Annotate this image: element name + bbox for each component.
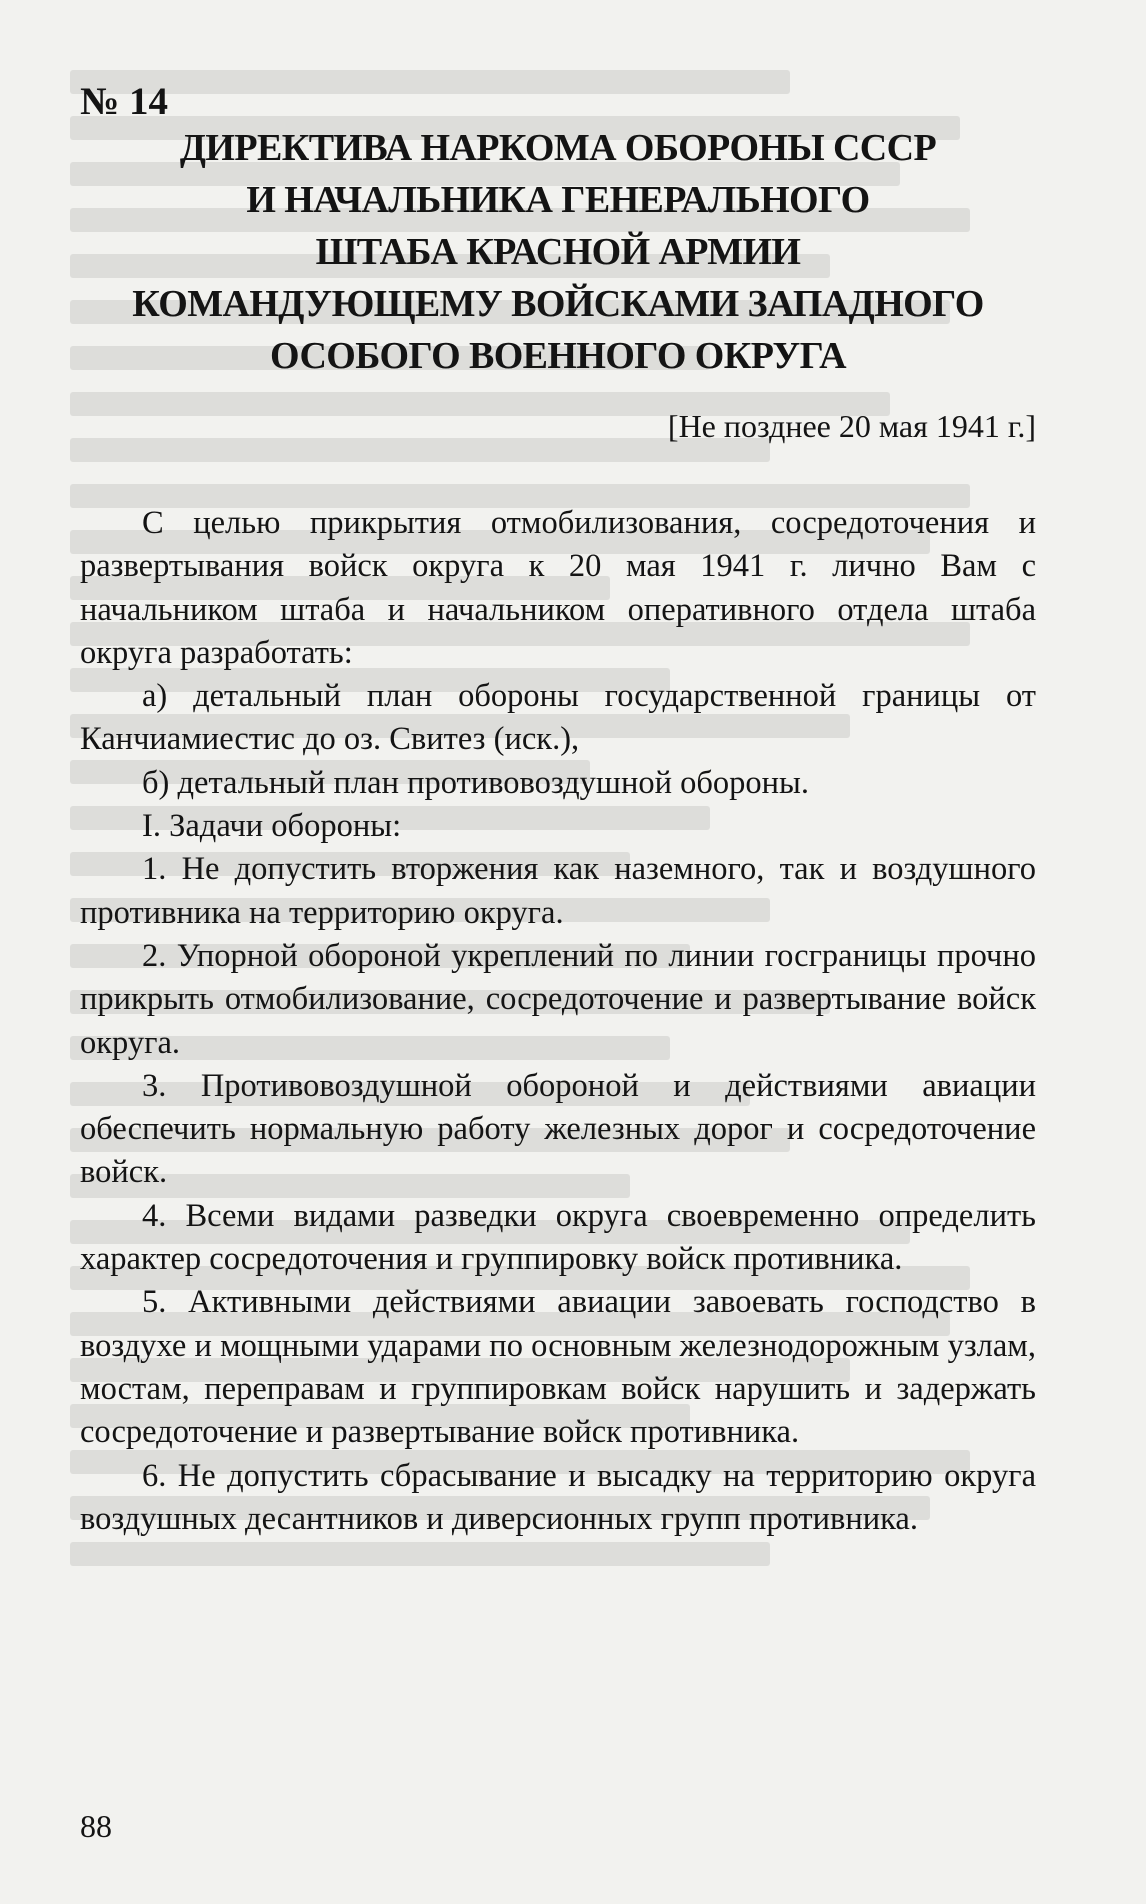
paragraph-task-4: 4. Всеми видами разведки округа своевременно определить характер сосредоточения и группировку войск противника. [80, 1197, 1036, 1278]
paragraph-task-6: 6. Не допустить сбрасывание и высадку на территорию округа воздушных десантников и диверсионных групп противника. [80, 1457, 1036, 1537]
date-note: [Не позднее 20 мая 1941 г.] [667, 408, 1036, 444]
paragraph-task-2: 2. Упорной обороной укреплений по линии госграницы прочно прикрыть отмобилизование, сосредоточение и развертывание войск округа. [80, 937, 1036, 1061]
document-number: № 14 [80, 80, 168, 123]
paragraph-item-b: б) детальный план противовоздушной обороны. [142, 764, 810, 801]
title-line: ОСОБОГО ВОЕННОГО ОКРУГА [270, 335, 846, 377]
title-line: ДИРЕКТИВА НАРКОМА ОБОРОНЫ СССР [179, 127, 937, 169]
section-heading: I. Задачи обороны: [142, 808, 402, 845]
page-number: 88 [80, 1808, 112, 1844]
document-title [80, 122, 1036, 382]
paragraph-task-1: 1. Не допустить вторжения как наземного, так и воздушного противника на территорию округа. [80, 851, 1036, 931]
paragraph-task-3: 3. Противовоздушной обороной и действиями авиации обеспечить нормальную работу железных дорог и сосредоточение войск. [80, 1067, 1036, 1191]
document-page [80, 78, 1036, 1541]
paragraph-intro: С целью прикрытия отмобилизования, сосредоточения и развертывания войск округа к 20 мая 1941 г. лично Вам с начальником штаба и начальником оперативного отдела штаба округа разработать: [80, 505, 1036, 671]
document-body [80, 502, 1036, 1541]
title-line: ШТАБА КРАСНОЙ АРМИИ [315, 231, 801, 273]
title-line: КОМАНДУЮЩЕМУ ВОЙСКАМИ ЗАПАДНОГО [132, 283, 984, 325]
paragraph-item-a: а) детальный план обороны государственной границы от Канчиамиестис до оз. Свитез (иск.), [80, 678, 1036, 758]
paragraph-task-5: 5. Активными действиями авиации завоевать господство в воздухе и мощными ударами по основным железнодорожным узлам, мостам, переправам и группировкам войск нарушить и задержать сосредоточение и развертывание войск противника. [80, 1284, 1036, 1451]
title-line: И НАЧАЛЬНИКА ГЕНЕРАЛЬНОГО [246, 179, 870, 221]
